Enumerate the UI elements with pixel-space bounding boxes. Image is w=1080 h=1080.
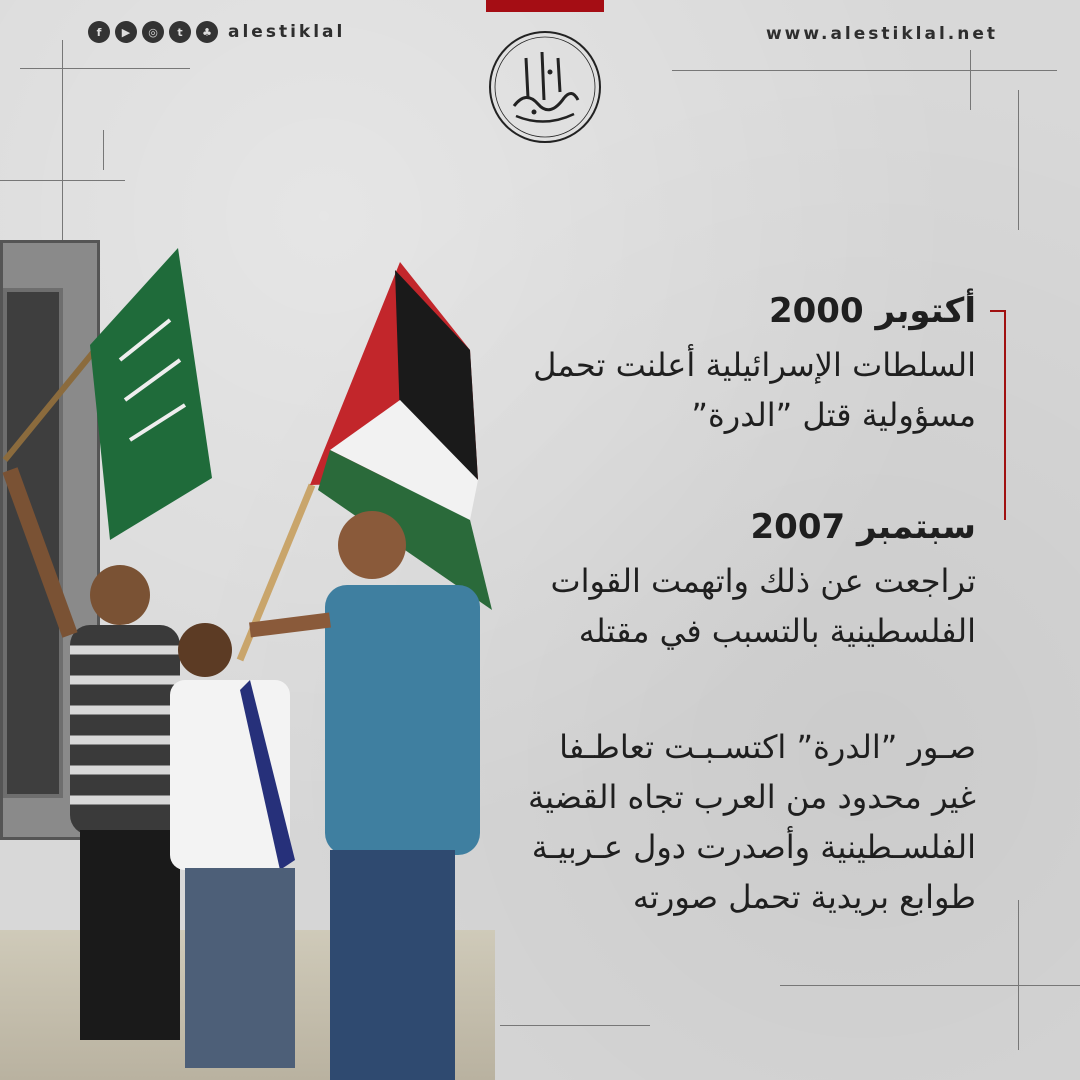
divider-line [970,50,971,110]
divider-line [103,130,104,170]
entry-line: الفلسـطينية وأصدرت دول عـربيـة [531,828,976,866]
entry-line: طوابع بريدية تحمل صورته [632,878,976,916]
divider-line [1018,90,1019,230]
entry-line: السلطات الإسرائيلية أعلنت تحمل [533,346,976,384]
entry-line: مسؤولية قتل ”الدرة” [691,396,976,434]
divider-line [672,70,1057,71]
social-handle: alestiklal [228,22,346,42]
alestiklal-logo [486,28,604,146]
timeline-entry-2007 [551,506,977,656]
entry-heading: أكتوبر 2000 [768,291,976,331]
facebook-icon[interactable]: f [88,21,110,43]
top-accent-bar [486,0,604,12]
divider-line [500,1025,650,1026]
entry-heading: سبتمبر 2007 [750,507,976,547]
entry-line: غير محدود من العرب تجاه القضية [527,778,976,816]
twitter-icon[interactable]: t [169,21,191,43]
accent-rule-vertical [1004,310,1006,520]
divider-line [20,68,190,69]
instagram-icon[interactable]: ◎ [142,21,164,43]
divider-line [1018,900,1019,1050]
entry-line: الفلسطينية بالتسبب في مقتله [578,612,976,650]
entry-line: تراجعت عن ذلك واتهمت القوات [550,562,976,600]
stamps-paragraph [528,722,976,922]
website-url[interactable]: www.alestiklal.net [765,24,998,44]
youtube-icon[interactable]: ▶ [115,21,137,43]
photo-children-with-flags [0,240,495,1080]
entry-line: صـور ”الدرة” اكتسـبـت تعاطـفا [559,728,976,766]
social-bar [88,18,345,46]
divider-line [62,40,63,240]
children-illustration [0,240,495,1080]
timeline-entry-2000 [533,290,976,440]
divider-line [780,985,1080,986]
snapchat-icon[interactable]: ♣ [196,21,218,43]
